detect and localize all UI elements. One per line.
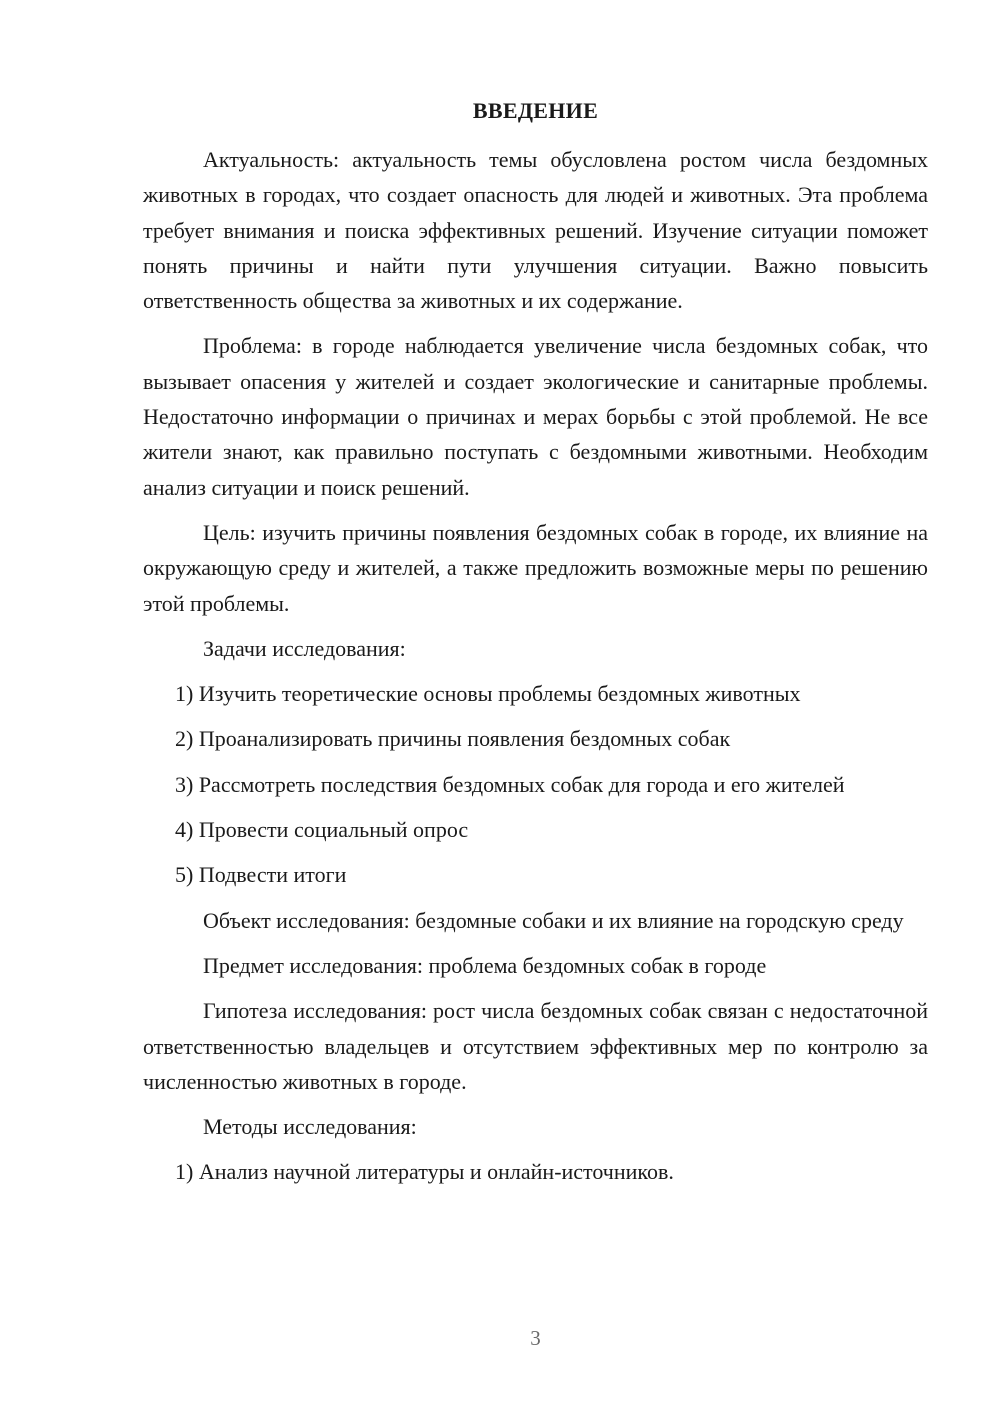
paragraph-problem: Проблема: в городе наблюдается увеличение числа бездомных собак, что вызывает опасения у жителей и создает экологические и санитарные проблемы. Недостаточно информации о причинах и мерах борьбы с этой проблемой. Не все жители знают, как правильно поступать с бездомными животными. Необходим анализ ситуации и поиск решений. <box>143 333 928 500</box>
paragraph-actuality: Актуальность: актуальность темы обусловлена ростом числа бездомных животных в городах, что создает опасность для людей и животных. Эта проблема требует внимания и поиска эффективных решений. Изучение ситуации поможет понять причины и найти пути улучшения ситуации. Важно повысить ответственность общества за животных и их содержание. <box>143 147 928 314</box>
task-item-5: 5) Подвести итоги <box>175 862 347 888</box>
document-page <box>143 0 928 1414</box>
methods-heading: Методы исследования: <box>203 1114 417 1140</box>
page-number: 3 <box>530 1326 541 1350</box>
method-item-1: 1) Анализ научной литературы и онлайн-источников. <box>175 1159 674 1185</box>
task-item-3: 3) Рассмотреть последствия бездомных собак для города и его жителей <box>175 771 845 797</box>
task-item-2: 2) Проанализировать причины появления бездомных собак <box>175 726 731 752</box>
document-body <box>143 142 928 1200</box>
paragraph-hypothesis: Гипотеза исследования: рост числа бездомных собак связан с недостаточной ответственностью владельцев и отсутствием эффективных мер по контролю за численностью животных в городе. <box>143 998 928 1094</box>
paragraph-subject: Предмет исследования: проблема бездомных собак в городе <box>203 952 767 978</box>
paragraph-goal: Цель: изучить причины появления бездомных собак в городе, их влияние на окружающую среду и жителей, а также предложить возможные меры по решению этой проблемы. <box>143 519 928 616</box>
task-item-4: 4) Провести социальный опрос <box>175 817 469 843</box>
paragraph-object: Объект исследования: бездомные собаки и их влияние на городскую среду <box>203 907 904 933</box>
task-item-1: 1) Изучить теоретические основы проблемы бездомных животных <box>175 681 801 707</box>
section-title: ВВЕДЕНИЕ <box>472 98 599 123</box>
tasks-heading: Задачи исследования: <box>203 635 406 661</box>
